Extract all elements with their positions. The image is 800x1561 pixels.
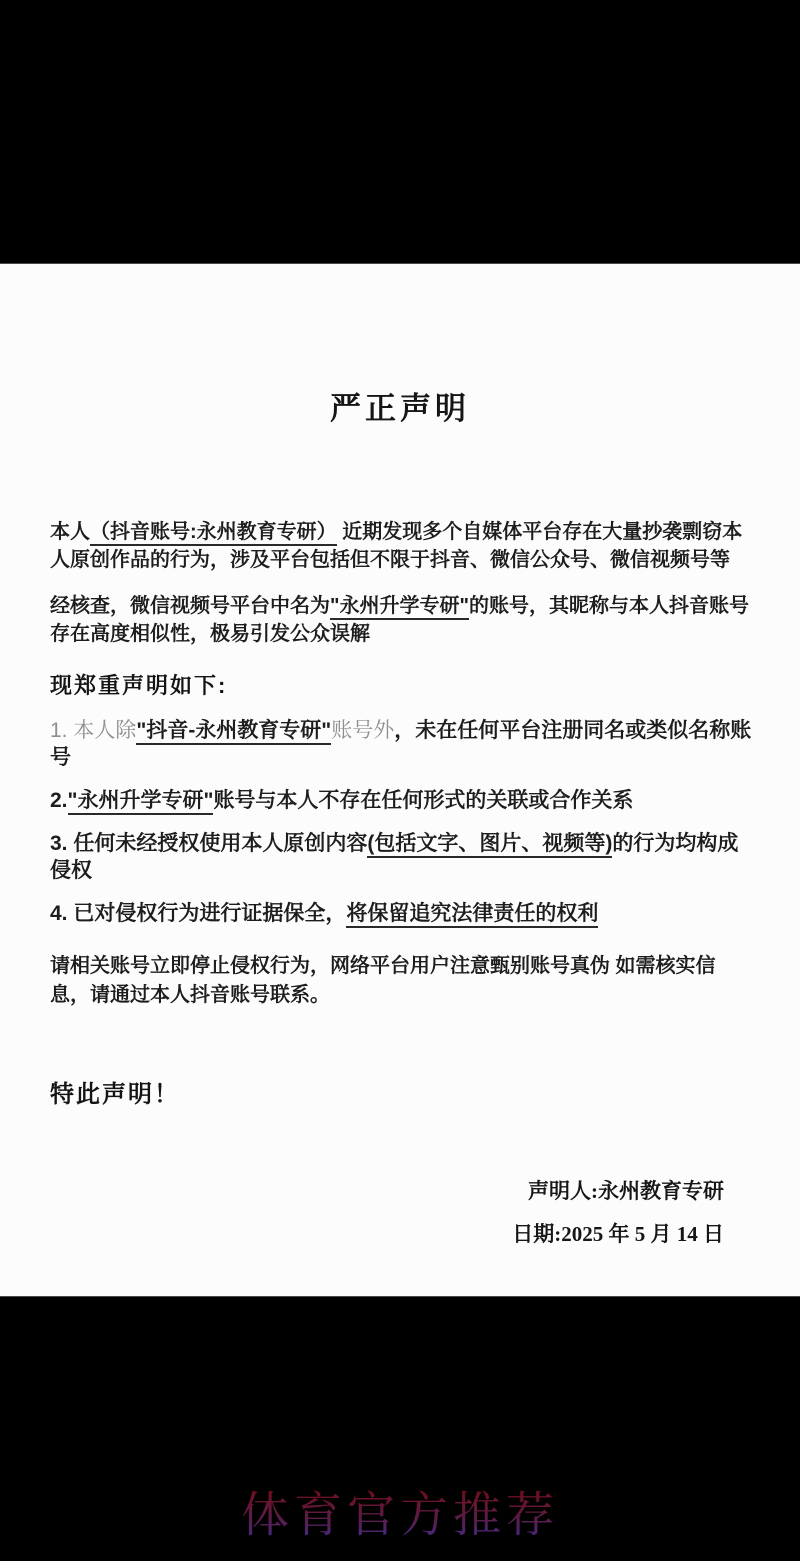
item-3-content-scope: (包括文字、图片、视频等) [367, 832, 612, 858]
statement-item-3 [0, 830, 800, 884]
item-1-mid: 账号外 [331, 719, 395, 742]
item-2-rest: 账号与本人不存在任何形式的关联或合作关系 [213, 789, 634, 812]
date-line: 日期:2025 年 5 月 14 日 [512, 1222, 724, 1246]
signer-line: 声明人:永州教育专研 [528, 1179, 724, 1203]
paragraph-verification-pre: 经核查，微信视频号平台中名为 [50, 595, 330, 617]
item-4-legal-rights: 将保留追究法律责任的权利 [346, 902, 598, 928]
imposter-account-name: "永州升学专研" [330, 595, 469, 620]
paragraph-verification [0, 592, 800, 648]
bottom-watermark: 体育官方推荐 [0, 1487, 800, 1545]
statement-item-2 [0, 787, 800, 814]
paragraph-demand: 请相关账号立即停止侵权行为，网络平台用户注意甄别账号真伪 如需核实信息，请通过本人抖音账号联系。 [50, 955, 716, 1006]
section-heading: 现郑重声明如下: [50, 673, 228, 698]
item-3-pre: 3. 任何未经授权使用本人原创内容 [50, 832, 368, 855]
closing-statement: 特此声明！ [50, 1081, 180, 1108]
item-1-account-name: "抖音-永州教育专研" [136, 719, 331, 745]
paragraph-verification-rest: 的账号，其昵称与本人抖音账号存在高度相似性，极易引发公众误解 [50, 595, 749, 645]
item-4-pre: 4. 已对侵权行为进行证据保全， [50, 902, 347, 925]
statement-item-1 [0, 717, 800, 771]
page-title: 严正声明 [330, 391, 470, 426]
item-2-pre: 2. [50, 789, 68, 812]
douyin-account-name: （抖音账号:永州教育专研） [90, 521, 337, 546]
paragraph-intro-rest: 近期发现多个自媒体平台存在大量抄袭剽窃本人原创作品的行为，涉及平台包括但不限于抖音、微信公众号、微信视频号等 [50, 521, 743, 571]
item-2-account-name: "永州升学专研" [68, 789, 214, 815]
item-3-rest: 的行为均构成侵权 [50, 832, 739, 882]
paragraph-intro-pre: 本人 [50, 521, 90, 543]
statement-sheet [0, 263, 800, 1297]
item-1-rest: ，未在任何平台注册同名或类似名称账号 [50, 719, 752, 769]
statement-item-4 [0, 900, 800, 927]
item-1-pre: 1. 本人除 [50, 719, 137, 742]
paragraph-intro [0, 518, 800, 574]
